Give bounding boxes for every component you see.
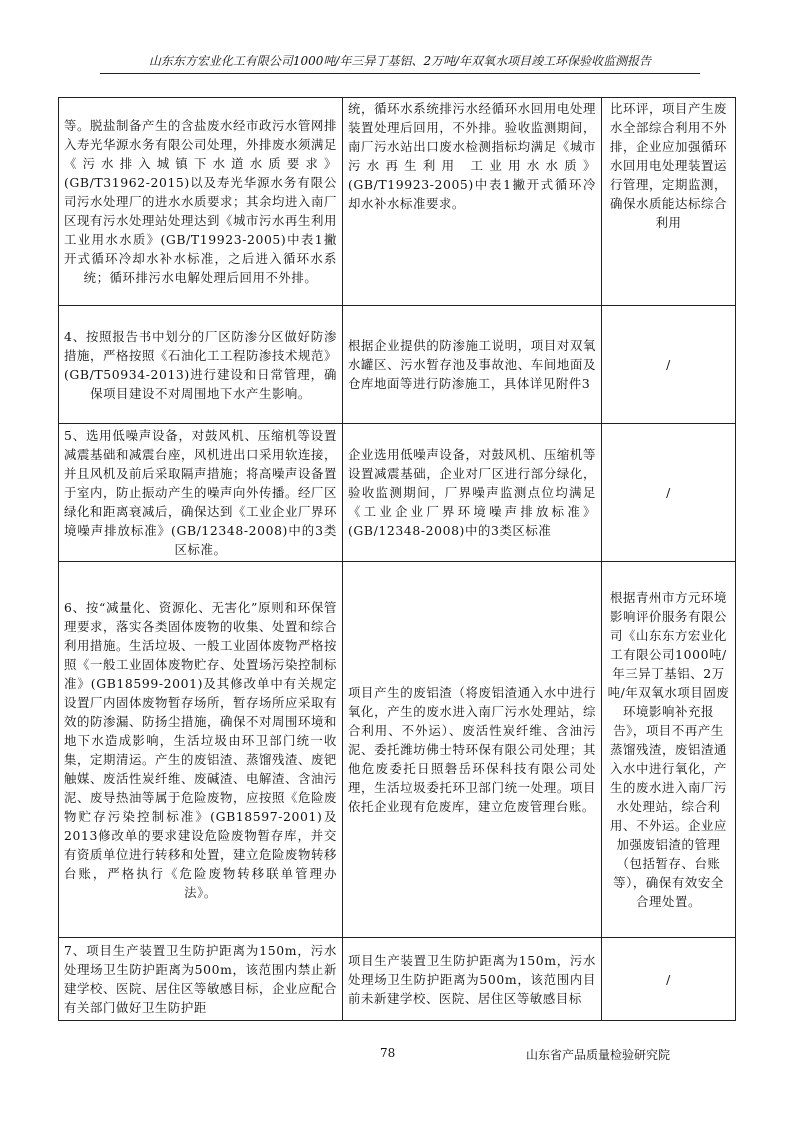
- remark-cell: /: [602, 424, 736, 562]
- report-header-title: 山东东方宏业化工有限公司1000吨/年三异丁基铝、2万吨/年双氧水项目竣工环保验收监测报告: [148, 54, 652, 68]
- footer-organization: 山东省产品质量检验研究院: [526, 1048, 671, 1062]
- implementation-cell: 根据企业提供的防渗施工说明，项目对双氧水罐区、污水暂存池及事故池、车间地面及仓库地面等进行防渗施工，具体详见附件3: [343, 306, 602, 424]
- requirement-cell: 6、按“减量化、资源化、无害化”原则和环保管理要求，落实各类固体废物的收集、处置和综合利用措施。生活垃圾、一般工业固体废物严格按照《一般工业固体废物贮存、处置场污染控制标准》(GB18599-2001)及其修改单中有关规定设置厂内固体废物暂存场所，暂存场所应采取有效的防渗漏、防扬尘措施，确保不对周围环境和地下水造成影响，生活垃圾由环卫部门统一收集，定期清运。产生的废铝渣、蒸馏残渣、废钯触媒、废活性炭纤维、废碱渣、电解渣、含油污泥、废导热油等属于危险废物，应按照《危险废物贮存污染控制标准》(GB18597-2001)及2013修改单的要求建设危险废物暂存库，并交有资质单位进行转移和处置，建立危险废物转移台账，严格执行《危险废物转移联单管理办法》。: [59, 562, 343, 938]
- remark-cell: /: [602, 938, 736, 1021]
- table-row: [59, 938, 736, 1021]
- requirement-cell: 4、按照报告书中划分的厂区防渗分区做好防渗措施，严格按照《石油化工工程防渗技术规范》(GB/T50934-2013)进行建设和日常管理，确保项目建设不对周围地下水产生影响。: [59, 306, 343, 424]
- implementation-cell: 项目产生的废铝渣（将废铝渣通入水中进行氧化，产生的废水进入南厂污水处理站，综合利用、不外运）、废活性炭纤维、含油污泥、委托潍坊佛士特环保有限公司处理；其他危废委托日照磐岳环保科技有限公司处理，生活垃圾委托环卫部门统一处理。项目依托企业现有危废库，建立危废管理台账。: [343, 562, 602, 938]
- requirement-cell: 5、选用低噪声设备，对鼓风机、压缩机等设置减震基础和减震台座，风机进出口采用软连接，并且风机及前后采取隔声措施；将高噪声设备置于室内，防止振动产生的噪声向外传播。经厂区绿化和距离衰减后，确保达到《工业企业厂界环境噪声排放标准》(GB/12348-2008)中的3类区标准。: [59, 424, 343, 562]
- table-row: [59, 306, 736, 424]
- implementation-cell: 统，循环水系统排污水经循环水回用电处理装置处理后回用，不外排。验收监测期间，南厂污水站出口废水检测指标均满足《城市污水再生利用 工业用水水质》(GB/T19923-2005)中表1撇开式循环冷却水补水标准要求。: [343, 98, 602, 306]
- header-rule: [100, 73, 700, 74]
- acceptance-table: [58, 97, 736, 1021]
- requirement-cell: 7、项目生产装置卫生防护距离为150m，污水处理场卫生防护距离为500m，该范围内禁止新建学校、医院、居住区等敏感目标，企业应配合有关部门做好卫生防护距: [59, 938, 343, 1021]
- remark-cell: 比环评，项目产生废水全部综合利用不外排，企业应加强循环水回用电处理装置运行管理，定期监测，确保水质能达标综合利用: [602, 98, 736, 306]
- page-number: 78: [380, 1046, 396, 1060]
- remark-cell: 根据青州市方元环境影响评价服务有限公司《山东东方宏业化工有限公司1000吨/年三异丁基铝、2万吨/年双氧水项目固废环境影响补充报告》，项目不再产生蒸馏残渣，废铝渣通入水中进行氧化，产生的废水进入南厂污水处理站，综合利用、不外运。企业应加强废铝渣的管理（包括暂存、台账等），确保有效安全合理处置。: [602, 562, 736, 938]
- remark-cell: /: [602, 306, 736, 424]
- table-row: [59, 562, 736, 938]
- implementation-cell: 项目生产装置卫生防护距离为150m，污水处理场卫生防护距离为500m，该范围内目前未新建学校、医院、居住区等敏感目标: [343, 938, 602, 1021]
- implementation-cell: 企业选用低噪声设备，对鼓风机、压缩机等设置减震基础，企业对厂区进行部分绿化，验收监测期间，厂界噪声监测点位均满足《工业企业厂界环境噪声排放标准》(GB/12348-2008)中的3类区标准: [343, 424, 602, 562]
- table-row: [59, 424, 736, 562]
- table-row: [59, 98, 736, 306]
- requirement-cell: 等。脱盐制备产生的含盐废水经市政污水管网排入寿光华源水务有限公司处理，外排废水须满足《污水排入城镇下水道水质要求》(GB/T31962-2015)以及寿光华源水务有限公司污水处理厂的进水水质要求；其余均进入南厂区现有污水处理站处理达到《城市污水再生利用 工业用水水质》(GB/T19923-2005)中表1撇开式循环冷却水补水标准，之后进入循环水系统；循环排污水电解处理后回用不外排。: [59, 98, 343, 306]
